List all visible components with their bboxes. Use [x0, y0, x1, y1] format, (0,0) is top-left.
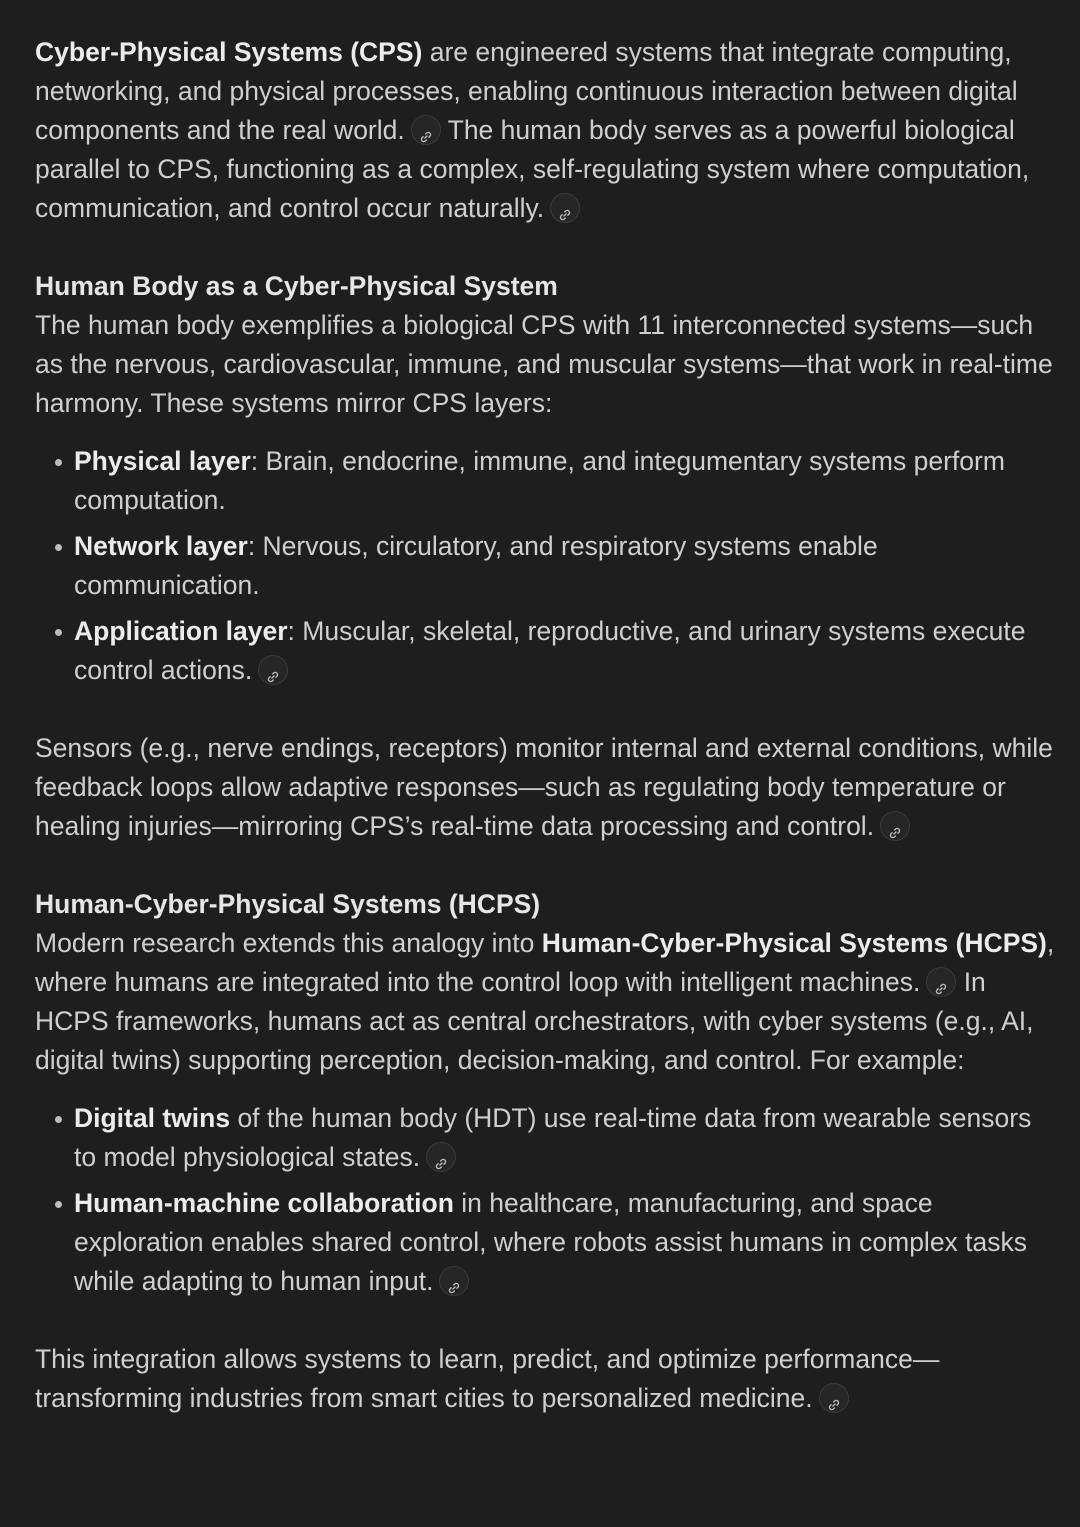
- hcps-term: Human-Cyber-Physical Systems (HCPS): [541, 928, 1047, 958]
- hcps-examples-list: [35, 1099, 1055, 1301]
- response-content: [35, 33, 1055, 1418]
- sensors-text: Sensors (e.g., nerve endings, receptors) monitor internal and external conditions, while feedback loops allow adaptive responses—such as regulating body temperature or healing injuries—mirroring CPS’s real-time data processing and control.: [35, 733, 1053, 841]
- hcps-intro-post: , where humans are integrated into the control loop with intelligent machines.: [35, 928, 1055, 997]
- example-label: Human-machine collaboration: [74, 1188, 454, 1218]
- source-link-icon[interactable]: [426, 1142, 456, 1172]
- list-item: [35, 442, 1055, 520]
- example-text: in healthcare, manufacturing, and space exploration enables shared control, where robots assist humans in complex tasks while adapting to human input.: [74, 1188, 1028, 1296]
- section1-body: The human body exemplifies a biological CPS with 11 interconnected systems—such as the nervous, cardiovascular, immune, and muscular systems—that work in real-time harmony. These systems mirror CPS layers:: [35, 310, 1053, 418]
- source-link-icon[interactable]: [550, 193, 580, 223]
- layer-text: : Nervous, circulatory, and respiratory systems enable communication.: [74, 531, 878, 600]
- layer-label: Application layer: [74, 616, 288, 646]
- intro-text-1: are engineered systems that integrate computing, networking, and physical processes, enabling continuous interaction between digital components and the real world.: [35, 37, 1018, 145]
- sensors-paragraph: [35, 729, 1055, 846]
- list-item: [35, 1184, 1055, 1301]
- intro-paragraph: [35, 33, 1055, 228]
- layer-label: Physical layer: [74, 446, 251, 476]
- example-text: of the human body (HDT) use real-time data from wearable sensors to model physiological states.: [74, 1103, 1032, 1172]
- layer-text: : Muscular, skeletal, reproductive, and urinary systems execute control actions.: [74, 616, 1026, 685]
- layer-text: : Brain, endocrine, immune, and integumentary systems perform computation.: [74, 446, 1005, 515]
- list-item: [35, 1099, 1055, 1177]
- cps-layers-list: [35, 442, 1055, 690]
- section-heading-human-body: Human Body as a Cyber-Physical System: [35, 271, 558, 301]
- intro-term: Cyber-Physical Systems (CPS): [35, 37, 423, 67]
- source-link-icon[interactable]: [880, 811, 910, 841]
- example-label: Digital twins: [74, 1103, 231, 1133]
- source-link-icon[interactable]: [439, 1266, 469, 1296]
- list-item: [35, 612, 1055, 690]
- list-item: [35, 527, 1055, 605]
- section-heading-hcps: Human-Cyber-Physical Systems (HCPS): [35, 889, 541, 919]
- conclusion-text: This integration allows systems to learn, predict, and optimize performance—transforming industries from smart cities to personalized medicine.: [35, 1344, 940, 1413]
- hcps-intro-pre: Modern research extends this analogy into: [35, 928, 542, 958]
- source-link-icon[interactable]: [258, 655, 288, 685]
- hcps-intro-cont: In HCPS frameworks, humans act as central orchestrators, with cyber systems (e.g., AI, digital twins) supporting perception, decision-making, and control. For example:: [35, 967, 1034, 1075]
- section2-body: [35, 924, 1055, 1080]
- source-link-icon[interactable]: [411, 115, 441, 145]
- layer-label: Network layer: [74, 531, 248, 561]
- intro-text-2: The human body serves as a powerful biological parallel to CPS, functioning as a complex, self-regulating system where computation, communication, and control occur naturally.: [35, 115, 1030, 223]
- conclusion-paragraph: [35, 1340, 1055, 1418]
- source-link-icon[interactable]: [819, 1383, 849, 1413]
- source-link-icon[interactable]: [926, 967, 956, 997]
